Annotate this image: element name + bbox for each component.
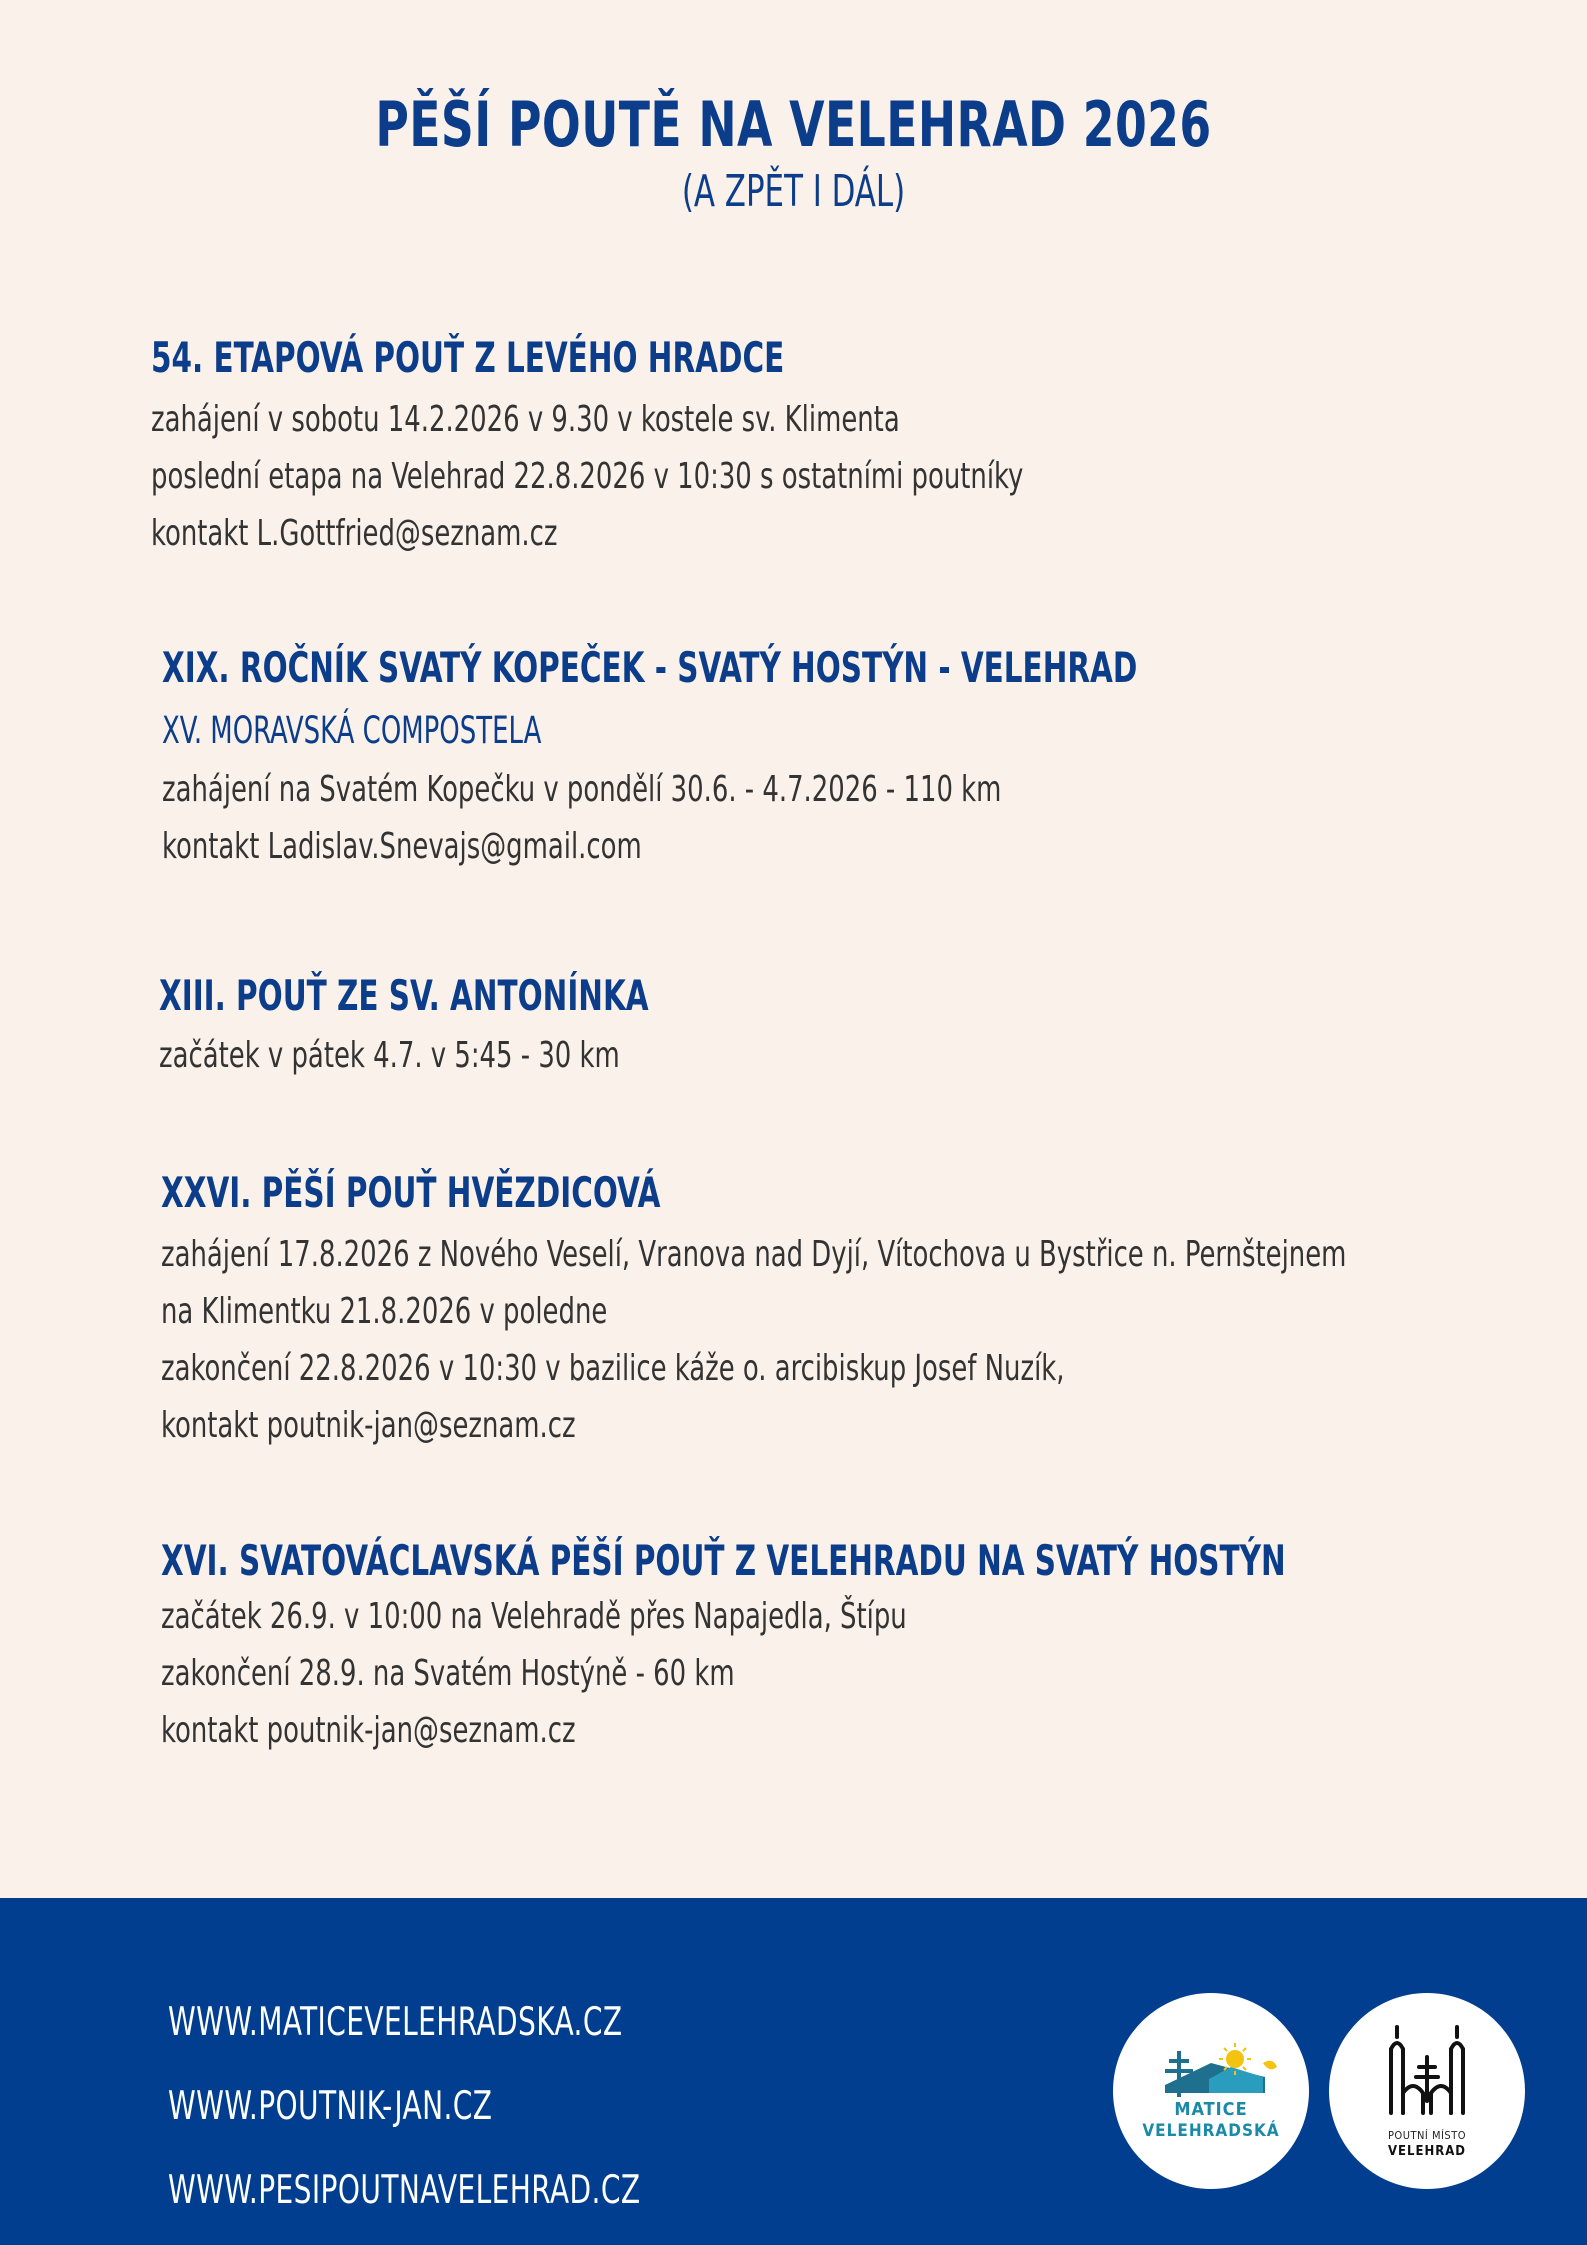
- section-heading: XXVI. PĚŠÍ POUŤ HVĚZDICOVÁ: [161, 1168, 661, 1217]
- section-line: začátek v pátek 4.7. v 5:45 - 30 km: [159, 1034, 620, 1076]
- page-subtitle: (A ZPĚT I DÁL): [681, 166, 906, 217]
- page-title: PĚŠÍ POUTĚ NA VELEHRAD 2026: [375, 88, 1212, 161]
- section-line: zakončení 28.9. na Svatém Hostýně - 60 km: [161, 1652, 735, 1694]
- matice-emblem-icon: [1113, 1993, 1309, 2189]
- matice-logo-line1: MATICE: [1174, 2099, 1248, 2120]
- section-line: zahájení v sobotu 14.2.2026 v 9.30 v kostele sv. Klimenta: [151, 398, 900, 440]
- section-heading: XVI. SVATOVÁCLAVSKÁ PĚŠÍ POUŤ Z VELEHRADU NA SVATÝ HOSTÝN: [161, 1536, 1286, 1585]
- section-svatovaclavska: [161, 1535, 1587, 1759]
- footer-link-pesipout[interactable]: WWW.PESIPOUTNAVELEHRAD.CZ: [168, 2168, 641, 2213]
- velehrad-logo-line1: POUTNÍ MÍSTO: [1387, 2129, 1467, 2142]
- section-antoninek: [159, 970, 787, 1084]
- section-line: poslední etapa na Velehrad 22.8.2026 v 10:30 s ostatními poutníky: [151, 455, 1024, 497]
- section-heading: 54. ETAPOVÁ POUŤ Z LEVÉHO HRADCE: [151, 333, 785, 382]
- section-heading: XIX. ROČNÍK SVATÝ KOPEČEK - SVATÝ HOSTÝN - VELEHRAD: [162, 643, 1138, 692]
- footer: [0, 1898, 1587, 2245]
- section-heading: XIII. POUŤ ZE SV. ANTONÍNKA: [159, 971, 649, 1020]
- footer-link-poutnik-jan[interactable]: WWW.POUTNIK-JAN.CZ: [168, 2084, 493, 2129]
- section-line: začátek 26.9. v 10:00 na Velehradě přes Napajedla, Štípu: [161, 1595, 907, 1637]
- section-line: na Klimentku 21.8.2026 v poledne: [161, 1290, 608, 1332]
- section-svaty-kopecek: [162, 642, 1412, 875]
- matice-velehradska-logo[interactable]: [1113, 1993, 1309, 2189]
- contact-email[interactable]: kontakt L.Gottfried@seznam.cz: [151, 512, 558, 554]
- section-line: zahájení 17.8.2026 z Nového Veselí, Vranova nad Dyjí, Vítochova u Bystřice n. Pernštejnem: [161, 1233, 1347, 1275]
- section-hvezdicova: [161, 1167, 1587, 1454]
- contact-email[interactable]: kontakt poutnik-jan@seznam.cz: [161, 1709, 576, 1751]
- section-leveho-hradce: [151, 332, 1241, 562]
- section-subheading: XV. MORAVSKÁ COMPOSTELA: [162, 708, 542, 752]
- matice-logo-line2: VELEHRADSKÁ: [1142, 2121, 1280, 2141]
- section-line: zakončení 22.8.2026 v 10:30 v bazilice káže o. arcibiskup Josef Nuzík,: [161, 1347, 1065, 1389]
- section-line: zahájení na Svatém Kopečku v pondělí 30.6. - 4.7.2026 - 110 km: [162, 768, 1002, 810]
- basilica-towers-icon: [1329, 1993, 1525, 2189]
- poutni-misto-velehrad-logo[interactable]: [1329, 1993, 1525, 2189]
- velehrad-logo-line2: VELEHRAD: [1387, 2144, 1467, 2159]
- contact-email[interactable]: kontakt poutnik-jan@seznam.cz: [161, 1404, 576, 1446]
- footer-link-matice[interactable]: WWW.MATICEVELEHRADSKA.CZ: [168, 2000, 623, 2045]
- contact-email[interactable]: kontakt Ladislav.Snevajs@gmail.com: [162, 825, 642, 867]
